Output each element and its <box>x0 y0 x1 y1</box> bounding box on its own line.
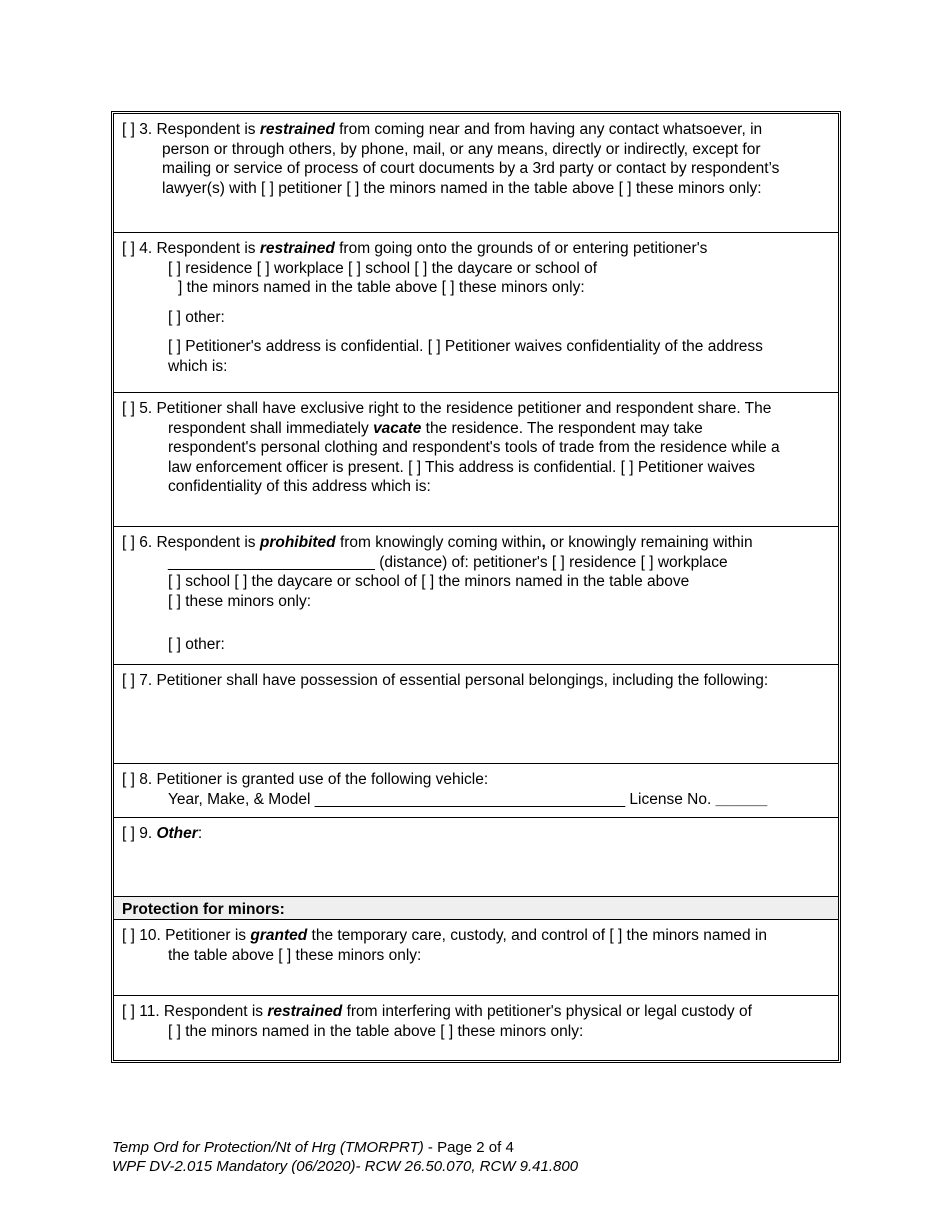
text: or knowingly remaining within <box>545 534 753 551</box>
section-4-confidential: [ ] Petitioner's address is confidential. [ ] Petitioner waives confidentiality of the address <box>168 338 763 355</box>
text: from going onto the grounds of or entering petitioner's <box>334 240 708 257</box>
section-3-line-4: lawyer(s) with [ ] petitioner [ ] the minors named in the table above [ ] these minors only: <box>162 179 762 197</box>
text: : <box>197 825 203 842</box>
section-8-line-2 <box>122 790 828 810</box>
license-blank: ______ <box>715 790 768 808</box>
text: the residence. The respondent may take <box>421 419 703 437</box>
form-title: Temp Ord for Protection/Nt of Hrg (TMORPRT) <box>112 1139 424 1156</box>
section-4-which-is: which is: <box>168 357 228 375</box>
section-4-line-3: ] the minors named in the table above [ ] these minors only: <box>178 279 585 296</box>
emphasis-restrained: restrained <box>259 121 335 138</box>
text: from interfering with petitioner's physical or legal custody of <box>342 1003 752 1020</box>
section-6-line-1 <box>122 533 828 553</box>
footer-line-2: WPF DV-2.015 Mandatory (06/2020)- RCW 26.50.070, RCW 9.41.800 <box>112 1158 579 1175</box>
emphasis-other: Other <box>156 825 198 842</box>
section-7 <box>114 665 838 764</box>
emphasis-vacate: vacate <box>373 419 422 437</box>
text: [ ] 11. Respondent is <box>122 1003 268 1020</box>
emphasis-prohibited: prohibited <box>259 534 336 551</box>
section-5-line-3: respondent's personal clothing and respondent's tools of trade from the residence while a <box>168 439 780 456</box>
section-6-other: [ ] other: <box>168 636 225 653</box>
order-form-table <box>111 111 841 1063</box>
section-4 <box>114 233 838 393</box>
text: , <box>541 534 546 551</box>
text: [ ] 3. Respondent is <box>122 121 260 138</box>
text: from coming near and from having any contact whatsoever, in <box>334 121 763 138</box>
section-7-line-1: [ ] 7. Petitioner shall have possession of essential personal belongings, including the following: <box>122 672 769 689</box>
section-5-line-2 <box>122 419 828 439</box>
text: [ ] 10. Petitioner is <box>122 927 251 944</box>
text: Year, Make, & Model ____________________________________ License No. <box>168 790 716 808</box>
section-5 <box>114 393 838 527</box>
protection-for-minors-header: Protection for minors: <box>114 897 838 920</box>
section-5-line-5: confidentiality of this address which is: <box>168 478 431 495</box>
section-9 <box>114 818 838 897</box>
text: [ ] 9. <box>122 825 157 842</box>
section-3 <box>114 114 838 233</box>
section-10-line-2: the table above [ ] these minors only: <box>168 946 422 964</box>
section-6 <box>114 527 838 665</box>
section-5-line-1: [ ] 5. Petitioner shall have exclusive right to the residence petitioner and respondent share. The <box>122 400 772 417</box>
footer-line-1 <box>112 1138 578 1157</box>
section-3-line-1 <box>122 120 828 140</box>
emphasis-restrained: restrained <box>259 240 335 257</box>
section-8 <box>114 764 838 818</box>
section-11 <box>114 996 838 1060</box>
section-10 <box>114 920 838 996</box>
page-number: - Page 2 of 4 <box>423 1139 514 1156</box>
page-footer <box>112 1138 578 1176</box>
section-8-line-1: [ ] 8. Petitioner is granted use of the following vehicle: <box>122 771 489 788</box>
section-6-line-2: ________________________ (distance) of: petitioner's [ ] residence [ ] workplace <box>168 553 728 571</box>
emphasis-restrained: restrained <box>267 1003 343 1020</box>
section-9-line-1 <box>122 824 828 844</box>
section-4-line-1 <box>122 239 828 259</box>
section-6-line-3: [ ] school [ ] the daycare or school of [ ] the minors named in the table above <box>168 573 690 590</box>
section-4-other: [ ] other: <box>168 308 225 326</box>
emphasis-granted: granted <box>250 927 308 944</box>
section-11-line-2: [ ] the minors named in the table above [ ] these minors only: <box>168 1022 584 1040</box>
section-11-line-1 <box>122 1002 828 1022</box>
text: [ ] 6. Respondent is <box>122 534 260 551</box>
text: [ ] 4. Respondent is <box>122 240 260 257</box>
text: respondent shall immediately <box>168 419 374 437</box>
text: the temporary care, custody, and control of [ ] the minors named in <box>307 927 767 944</box>
section-4-line-2: [ ] residence [ ] workplace [ ] school [ ] the daycare or school of <box>168 259 598 277</box>
section-10-line-1 <box>122 926 828 946</box>
section-6-line-4: [ ] these minors only: <box>168 592 312 610</box>
section-5-line-4: law enforcement officer is present. [ ] This address is confidential. [ ] Petitioner waives <box>168 458 755 476</box>
text: from knowingly coming within <box>335 534 542 551</box>
section-3-line-3: mailing or service of process of court documents by a 3rd party or contact by respondent’s <box>162 160 780 177</box>
section-3-line-2: person or through others, by phone, mail, or any means, directly or indirectly, except for <box>162 140 761 158</box>
